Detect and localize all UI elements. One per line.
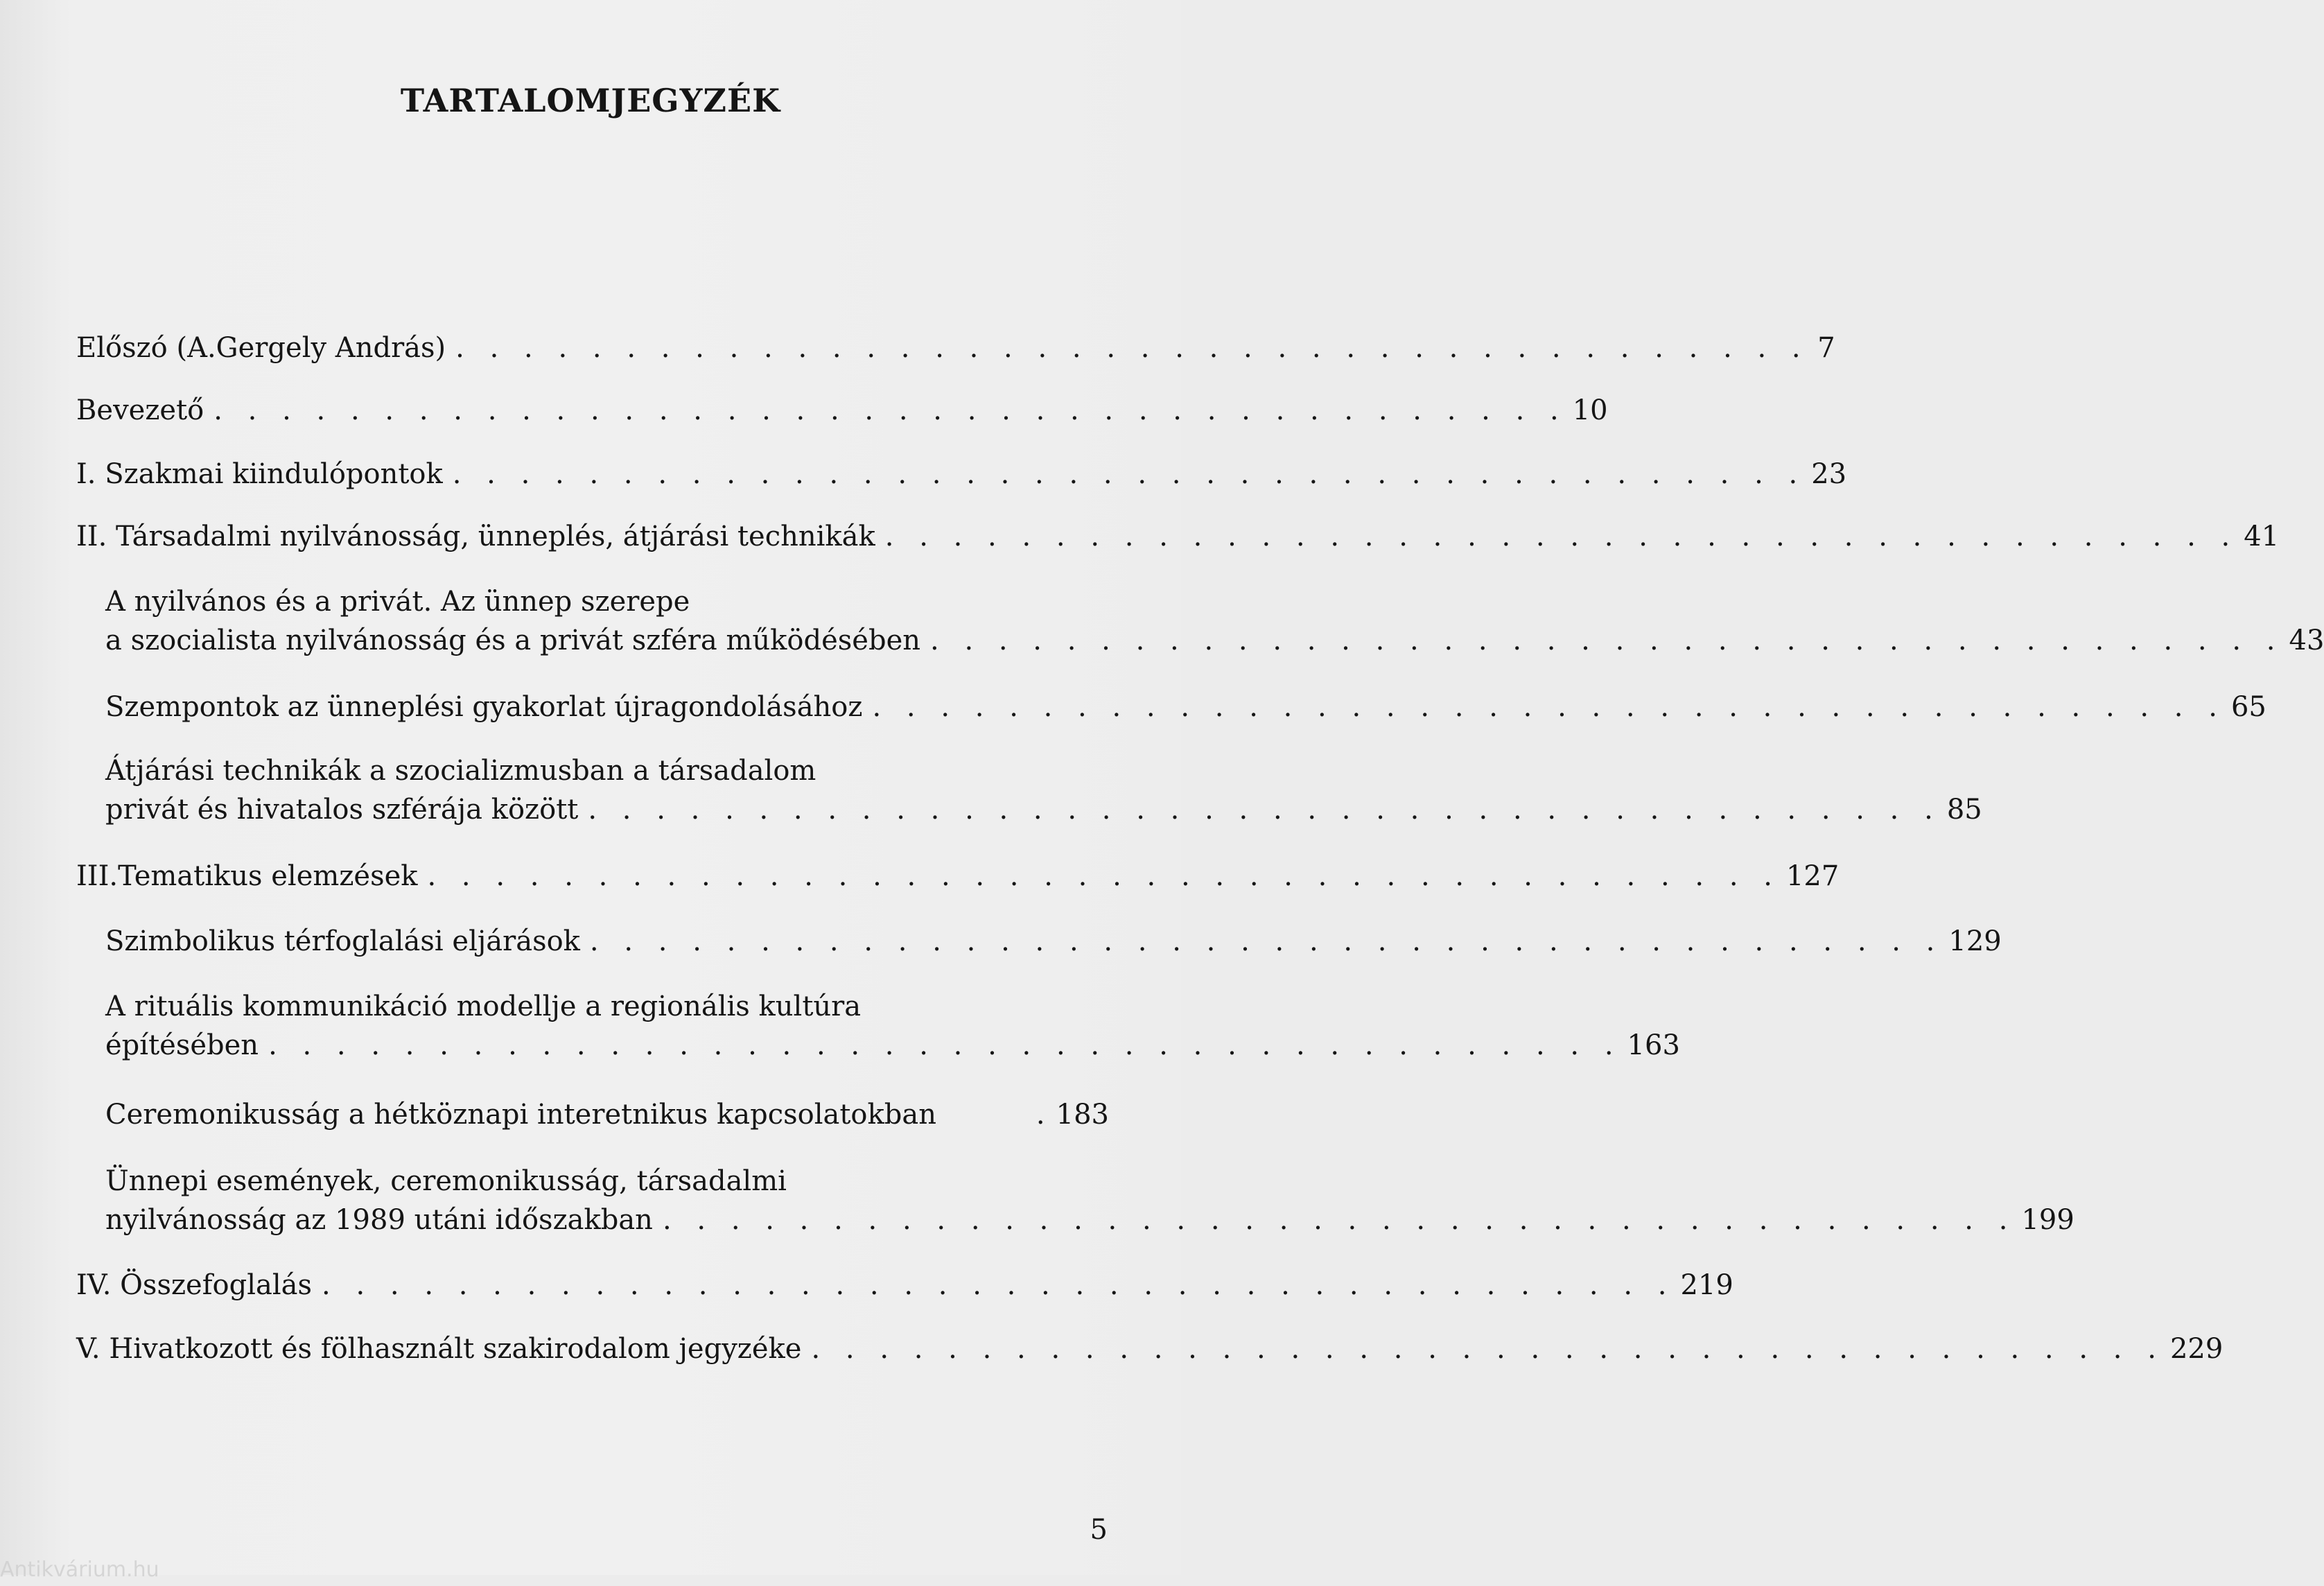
page-number: 5 [1090, 1514, 1108, 1546]
toc-entry-page: 129 [1948, 922, 2001, 961]
dot-leader: . . . . . . . . . . . . . . . . . . . . . . . . . . . . . . . . . . . . . . . . [259, 1026, 1627, 1065]
toc-entry-title: I. Szakmai kiindulópontok [76, 455, 443, 494]
toc-entry-title: III.Tematikus elemzések [76, 857, 418, 896]
dot-leader: . . . . . . . . . . . . . . . . . . . . . . . . . . . . . . . . . . . . . . . . [920, 621, 2289, 660]
toc-entry-title-line1: A rituális kommunikáció modellje a regionális kultúra [105, 987, 1109, 1026]
page-title: TARTALOMJEGYZÉK [0, 82, 1181, 119]
toc-entry-page: 43 [2289, 621, 2324, 660]
toc-entry-page: 65 [2231, 688, 2266, 726]
toc-entry-ritualis [105, 987, 1109, 1065]
dot-leader: . . . . . . . . . . . . . . . . . . . . . . . . . . . . . . . . . . . . . . . . [801, 1330, 2169, 1368]
toc-entry-chapter-4 [76, 1266, 1109, 1305]
dot-leader: . . . . . . . . . . . . . . . . . . . . . . . . . . . . . . . . . . . . . . . . [578, 790, 1946, 829]
toc-entry-title: privát és hivatalos szférája között [105, 790, 578, 829]
toc-entry-page: 127 [1786, 857, 1839, 896]
toc-entry-ceremonikussag [105, 1095, 1109, 1134]
toc-entry-title: nyilvánosság az 1989 utáni időszakban [105, 1201, 653, 1239]
toc-entry-szimbolikus [105, 922, 1109, 961]
toc-entry-chapter-3 [76, 857, 1109, 896]
toc-entry-page: 7 [1815, 329, 1835, 367]
dot-leader: . . . . . . . . . . . . . . . . . . . . . . . . . . . . . . . . . . . . . . . . [862, 688, 2230, 726]
dot-leader: . . . . . . . . . . . . . . . . . . . . . . . . . . . . . . . . . . . . . . . . [875, 517, 2244, 556]
toc-entry-szempontok [105, 688, 1109, 726]
toc-entry-title: építésében [105, 1026, 259, 1065]
toc-entry-chapter-1 [76, 455, 1109, 494]
toc-entry-title: Szempontok az ünneplési gyakorlat újragondolásához [105, 688, 862, 726]
toc-entry-page: 219 [1681, 1266, 1733, 1305]
dot-leader: . . . . . . . . . . . . . . . . . . . . . . . . . . . . . . . . . . . . . . . . [580, 922, 1948, 961]
toc-entry-bevezeto [76, 391, 1109, 430]
toc-entry-title: V. Hivatkozott és fölhasznált szakirodalom jegyzéke [76, 1330, 801, 1368]
toc-entry-chapter-2 [76, 517, 1109, 556]
dot-leader: . . . . . . . . . . . . . . . . . . . . . . . . . . . . . . . . . . . . . . . . [446, 329, 1814, 367]
toc-entry-page: 41 [2244, 517, 2279, 556]
toc-entry-title: a szocialista nyilvánosság és a privát szféra működésében [105, 621, 920, 660]
toc-entry-title-line1: Ünnepi események, ceremonikusság, társadalmi [105, 1162, 1109, 1201]
toc-entry-chapter-5 [76, 1330, 1109, 1368]
toc-entry-title: Ceremonikusság a hétköznapi interetnikus kapcsolatokban [105, 1095, 936, 1134]
toc-entry-page: 229 [2170, 1330, 2223, 1368]
toc-entry-title: Bevezető [76, 391, 204, 430]
toc-entry-page: 23 [1811, 455, 1846, 494]
dot-leader: . . . . . . . . . . . . . . . . . . . . . . . . . . . . . . . . . . . . . . . . [443, 455, 1811, 494]
toc-entry-title: II. Társadalmi nyilvánosság, ünneplés, átjárási technikák [76, 517, 875, 556]
toc-entry-page: 10 [1573, 391, 1608, 430]
dot-leader: . . . . . . . . . . . . . . . . . . . . . . . . . . . . . . . . . . . . . . . . [418, 857, 1786, 896]
toc-entry-title: IV. Összefoglalás [76, 1266, 312, 1305]
toc-entry-eloszo [76, 329, 1109, 367]
dot-leader: . . . . . . . . . . . . . . . . . . . . . . . . . . . . . . . . . . . . . . . . [653, 1201, 2021, 1239]
toc-entry-atjarasi-technikak [105, 751, 1109, 829]
dot-leader: . [936, 1095, 1056, 1134]
toc-entry-title-line1: A nyilvános és a privát. Az ünnep szerepe [105, 582, 1109, 621]
toc-entry-title-line1: Átjárási technikák a szocializmusban a társadalom [105, 751, 1109, 790]
toc-entry-page: 163 [1627, 1026, 1680, 1065]
toc-entry-title: Előszó (A.Gergely András) [76, 329, 446, 367]
toc-entry-nyilvanos-privat [105, 582, 1109, 660]
toc-entry-unnepi-esemenyek [105, 1162, 1109, 1239]
toc-entry-page: 199 [2021, 1201, 2074, 1239]
toc-entry-page: 183 [1056, 1095, 1109, 1134]
watermark: Antikvárium.hu [0, 1554, 277, 1575]
toc-entry-title: Szimbolikus térfoglalási eljárások [105, 922, 580, 961]
dot-leader: . . . . . . . . . . . . . . . . . . . . . . . . . . . . . . . . . . . . . . . . [312, 1266, 1680, 1305]
dot-leader: . . . . . . . . . . . . . . . . . . . . . . . . . . . . . . . . . . . . . . . . [204, 391, 1572, 430]
toc-entry-page: 85 [1947, 790, 1982, 829]
